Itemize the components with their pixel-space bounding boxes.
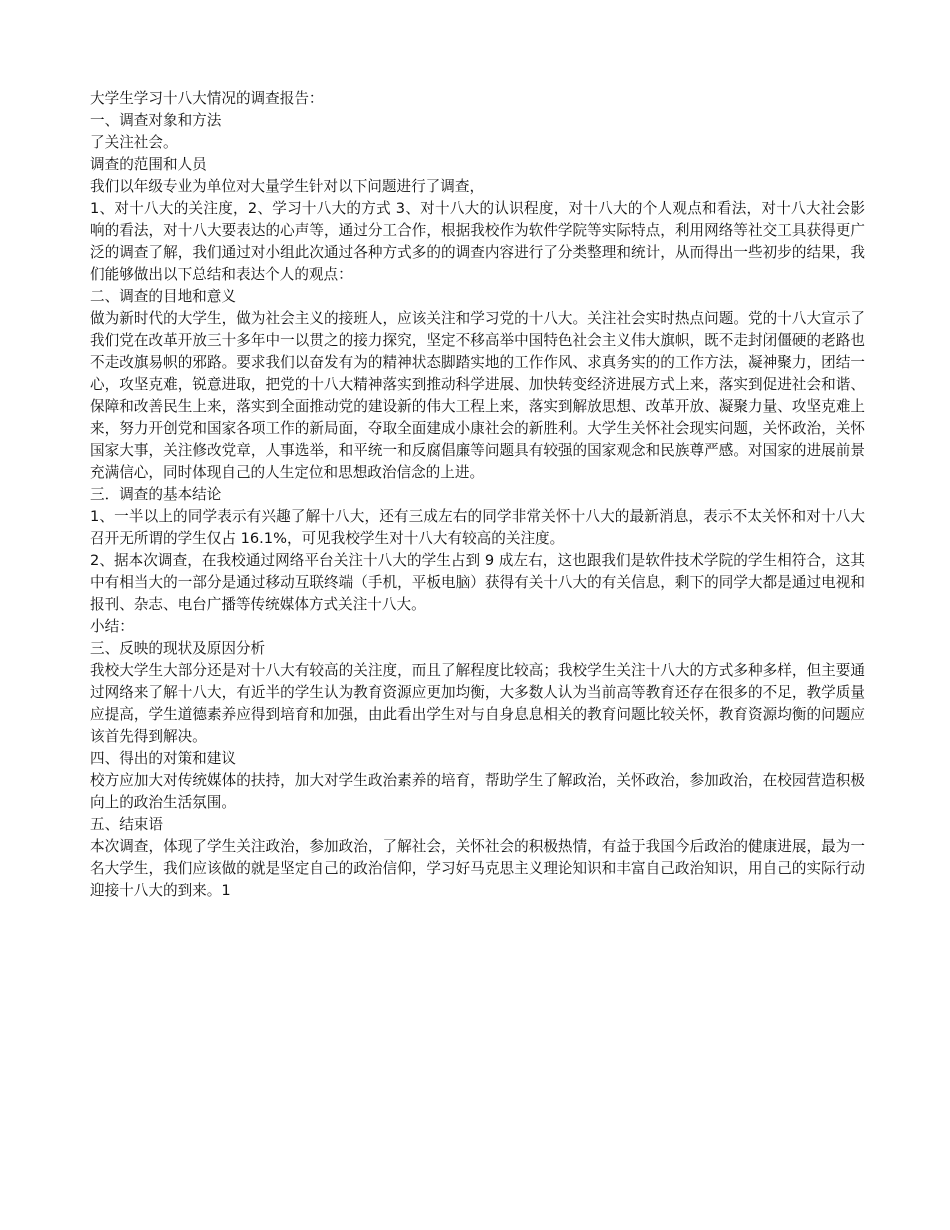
body-paragraph: 校方应加大对传统媒体的扶持，加大对学生政治素养的培育，帮助学生了解政治，关怀政治，参加政治，在校园营造积极向上的政治生活氛围。 (90, 772, 865, 811)
subsection-heading: 调查的范围和人员 (90, 156, 207, 173)
document-title: 大学生学习十八大情况的调查报告： (90, 90, 324, 107)
document-body (90, 88, 865, 902)
section-heading: 五、结束语 (90, 816, 163, 833)
body-paragraph: 1、一半以上的同学表示有兴趣了解十八大，还有三成左右的同学非常关怀十八大的最新消息，表示不太关怀和对十八大召开无所谓的学生仅占 16.1%，可见我校学生对十八大有较高的关注度。 (90, 508, 865, 547)
body-paragraph: 我校大学生大部分还是对十八大有较高的关注度，而且了解程度比较高；我校学生关注十八大的方式多种多样，但主要通过网络来了解十八大，有近半的学生认为教育资源应更加均衡，大多数人认为当前高等教育还存在很多的不足，教学质量应提高，学生道德素养应得到培育和加强，由此看出学生对与自身息息相关的教育问题比较关怀，教育资源均衡的问题应该首先得到解决。 (90, 662, 865, 745)
summary-label: 小结： (90, 618, 134, 635)
section-heading: 一、调查对象和方法 (90, 112, 222, 129)
section-heading: 二、调查的目地和意义 (90, 288, 236, 305)
body-paragraph: 了关注社会。 (90, 134, 178, 151)
body-paragraph: 我们以年级专业为单位对大量学生针对以下问题进行了调查， (90, 178, 485, 195)
body-paragraph: 2、据本次调查，在我校通过网络平台关注十八大的学生占到 9 成左右，这也跟我们是软件技术学院的学生相符合，这其中有相当大的一部分是通过移动互联终端（手机，平板电脑）获得有关十八大的有关信息，剩下的同学大都是通过电视和报刊、杂志、电台广播等传统媒体方式关注十八大。 (90, 552, 865, 613)
section-heading: 四、得出的对策和建议 (90, 750, 236, 767)
body-paragraph: 1、对十八大的关注度，2、学习十八大的方式 3、对十八大的认识程度，对十八大的个人观点和看法，对十八大社会影响的看法，对十八大要表达的心声等，通过分工合作，根据我校作为软件学院等实际特点，利用网络等社交工具获得更广泛的调查了解，我们通过对小组此次通过各种方式多的的调查内容进行了分类整理和统计，从而得出一些初步的结果，我们能够做出以下总结和表达个人的观点： (90, 200, 865, 283)
body-paragraph: 做为新时代的大学生，做为社会主义的接班人，应该关注和学习党的十八大。关注社会实时热点问题。党的十八大宣示了我们党在改革开放三十多年中一以贯之的接力探究，坚定不移高举中国特色社会主义伟大旗帜，既不走封闭僵硬的老路也不走改旗易帜的邪路。要求我们以奋发有为的精神状态脚踏实地的工作作风、求真务实的的工作方法，凝神聚力，团结一心，攻坚克难，锐意进取，把党的十八大精神落实到推动科学进展、加快转变经济进展方式上来，落实到促进社会和谐、保障和改善民生上来，落实到全面推动党的建设新的伟大工程上来，落实到解放思想、改革开放、凝聚力量、攻坚克难上来，努力开创党和国家各项工作的新局面，夺取全面建成小康社会的新胜利。大学生关怀社会现实问题，关怀政治，关怀国家大事，关注修改党章，人事选举，和平统一和反腐倡廉等问题具有较强的国家观念和民族尊严感。对国家的进展前景充满信心，同时体现自己的人生定位和思想政治信念的上进。 (90, 310, 865, 481)
body-paragraph: 本次调查，体现了学生关注政治，参加政治，了解社会，关怀社会的积极热情，有益于我国今后政治的健康进展，最为一名大学生，我们应该做的就是坚定自己的政治信仰，学习好马克思主义理论知识和丰富自己政治知识，用自己的实际行动迎接十八大的到来。1 (90, 838, 865, 899)
section-heading: 三、反映的现状及原因分析 (90, 640, 266, 657)
section-heading: 三．调查的基本结论 (90, 486, 222, 503)
